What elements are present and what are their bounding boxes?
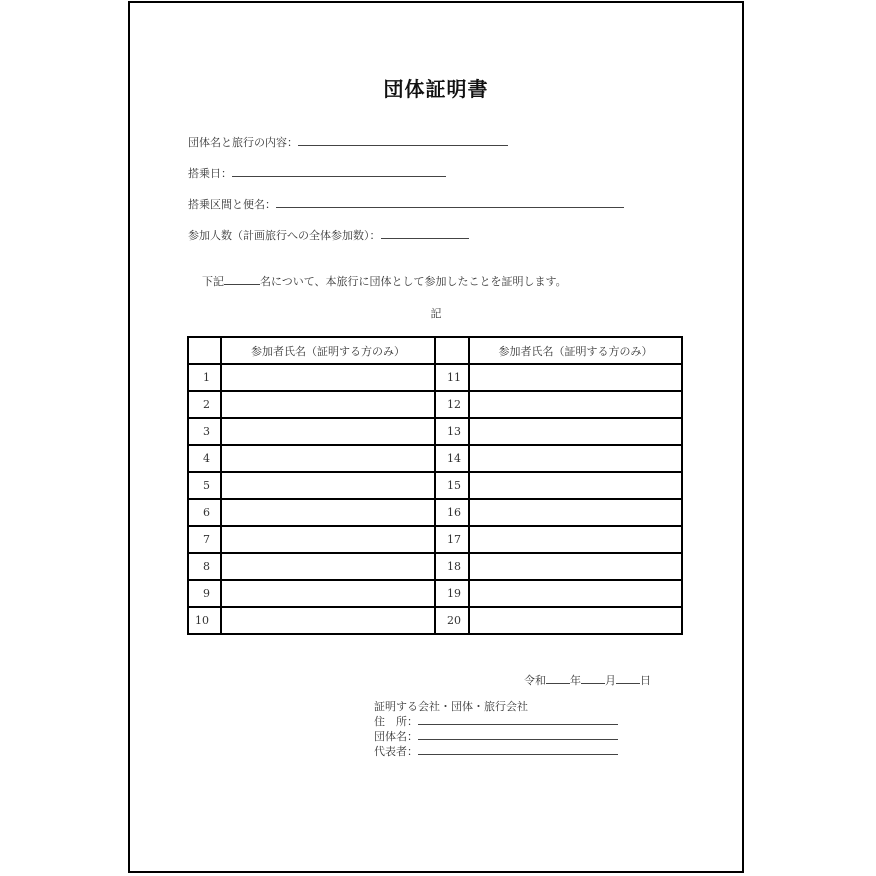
month-label: 月 <box>605 674 616 687</box>
statement-prefix: 下記 <box>202 275 224 288</box>
row-number: 9 <box>188 580 221 607</box>
name-cell <box>221 391 435 418</box>
table-row <box>188 418 682 445</box>
group-trip-line <box>298 135 508 146</box>
certifier-block <box>374 700 618 759</box>
name-cell <box>469 364 682 391</box>
section-flight-field <box>188 196 624 212</box>
group-trip-field <box>188 134 508 150</box>
address-line <box>418 714 618 725</box>
name-cell <box>469 418 682 445</box>
representative-line <box>418 744 618 755</box>
participant-table <box>187 336 683 635</box>
count-blank-line <box>224 274 260 285</box>
address-label: 住 所： <box>374 715 418 728</box>
group-trip-label: 団体名と旅行の内容： <box>188 136 298 149</box>
name-cell <box>221 526 435 553</box>
row-number: 8 <box>188 553 221 580</box>
table-row <box>188 472 682 499</box>
participants-line <box>381 228 469 239</box>
era-label: 令和 <box>524 674 546 687</box>
row-number: 14 <box>435 445 469 472</box>
name-cell <box>469 607 682 634</box>
row-number: 7 <box>188 526 221 553</box>
group-name-field <box>374 729 618 744</box>
header-name-right: 参加者氏名（証明する方のみ） <box>469 337 682 364</box>
table-row <box>188 364 682 391</box>
name-cell <box>469 499 682 526</box>
name-cell <box>469 526 682 553</box>
year-label: 年 <box>570 674 581 687</box>
table-row <box>188 553 682 580</box>
section-flight-line <box>276 197 624 208</box>
header-name-left: 参加者氏名（証明する方のみ） <box>221 337 435 364</box>
address-field <box>374 714 618 729</box>
participants-label: 参加人数（計画旅行への全体参加数）： <box>188 229 381 242</box>
row-number: 2 <box>188 391 221 418</box>
certification-statement <box>202 273 567 289</box>
boarding-date-label: 搭乗日： <box>188 167 232 180</box>
statement-suffix: 名について、本旅行に団体として参加したことを証明します。 <box>260 275 567 288</box>
row-number: 16 <box>435 499 469 526</box>
name-cell <box>469 445 682 472</box>
day-label: 日 <box>640 674 651 687</box>
name-cell <box>221 418 435 445</box>
name-cell <box>221 607 435 634</box>
name-cell <box>469 580 682 607</box>
header-num-cell-right <box>435 337 469 364</box>
representative-label: 代表者： <box>374 745 418 758</box>
row-number: 3 <box>188 418 221 445</box>
document-page <box>128 1 744 873</box>
name-cell <box>221 553 435 580</box>
boarding-date-line <box>232 166 446 177</box>
group-name-label: 団体名： <box>374 730 418 743</box>
row-number: 10 <box>188 607 221 634</box>
row-number: 20 <box>435 607 469 634</box>
table-row <box>188 445 682 472</box>
year-blank <box>546 673 570 684</box>
row-number: 12 <box>435 391 469 418</box>
group-name-line <box>418 729 618 740</box>
participants-field <box>188 227 469 243</box>
representative-field <box>374 744 618 759</box>
row-number: 6 <box>188 499 221 526</box>
row-number: 4 <box>188 445 221 472</box>
ki-heading: 記 <box>430 307 442 320</box>
boarding-date-field <box>188 165 446 181</box>
table-row <box>188 580 682 607</box>
table-row <box>188 499 682 526</box>
table-row <box>188 607 682 634</box>
name-cell <box>221 472 435 499</box>
row-number: 18 <box>435 553 469 580</box>
table-row <box>188 526 682 553</box>
row-number: 17 <box>435 526 469 553</box>
table-row <box>188 391 682 418</box>
row-number: 15 <box>435 472 469 499</box>
month-blank <box>581 673 605 684</box>
name-cell <box>469 391 682 418</box>
header-num-cell-left <box>188 337 221 364</box>
document-title: 団体証明書 <box>383 77 489 101</box>
name-cell <box>221 499 435 526</box>
row-number: 19 <box>435 580 469 607</box>
name-cell <box>221 445 435 472</box>
name-cell <box>469 472 682 499</box>
row-number: 5 <box>188 472 221 499</box>
row-number: 13 <box>435 418 469 445</box>
section-flight-label: 搭乗区間と便名： <box>188 198 276 211</box>
date-line <box>524 672 651 688</box>
certifier-heading: 証明する会社・団体・旅行会社 <box>374 700 528 713</box>
row-number: 1 <box>188 364 221 391</box>
row-number: 11 <box>435 364 469 391</box>
day-blank <box>616 673 640 684</box>
table-header-row <box>188 337 682 364</box>
name-cell <box>221 364 435 391</box>
name-cell <box>469 553 682 580</box>
name-cell <box>221 580 435 607</box>
